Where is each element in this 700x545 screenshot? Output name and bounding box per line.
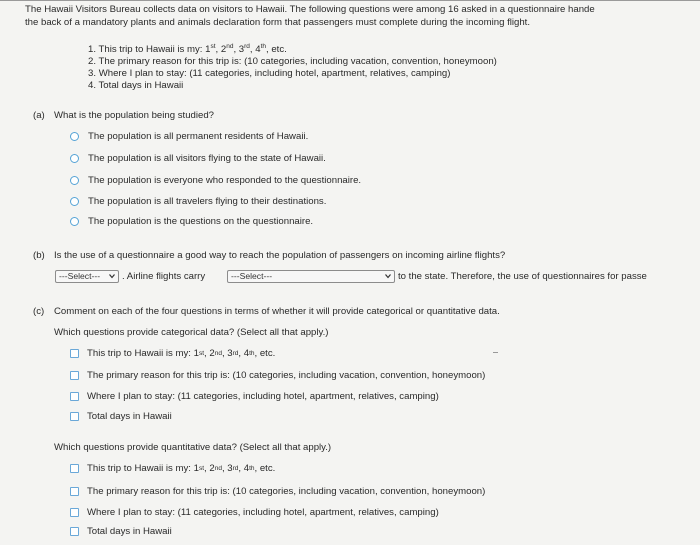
categorical-option-2[interactable]: The primary reason for this trip is: (10 categories, including vacation, convention, honeymoon) bbox=[70, 370, 485, 381]
part-a-option-4[interactable]: The population is all travelers flying to their destinations. bbox=[70, 196, 326, 207]
categorical-prompt: Which questions provide categorical data? (Select all that apply.) bbox=[54, 327, 329, 338]
intro-line-2: the back of a mandatory plants and animals declaration form that passengers must complete during the incoming flight. bbox=[25, 17, 531, 28]
part-b-select-1[interactable]: ---Select--- bbox=[55, 270, 119, 283]
question-list bbox=[88, 44, 497, 92]
categorical-option-1[interactable]: This trip to Hawaii is my: 1 st , 2 nd , 3 rd , 4 th , etc. bbox=[70, 348, 275, 359]
quantitative-option-3[interactable]: Where I plan to stay: (11 categories, including hotel, apartment, relatives, camping) bbox=[70, 507, 439, 518]
checkbox[interactable] bbox=[70, 487, 79, 496]
question-2: 2. The primary reason for this trip is: (10 categories, including vacation, convention, honeymoon) bbox=[88, 56, 497, 67]
question-4: 4. Total days in Hawaii bbox=[88, 80, 184, 91]
checkbox[interactable] bbox=[70, 508, 79, 517]
categorical-option-3[interactable]: Where I plan to stay: (11 categories, including hotel, apartment, relatives, camping) bbox=[70, 391, 439, 402]
checkbox[interactable] bbox=[70, 412, 79, 421]
part-b-mid-text: . Airline flights carry bbox=[122, 271, 206, 282]
part-a-option-2[interactable]: The population is all visitors flying to the state of Hawaii. bbox=[70, 153, 326, 164]
checkbox[interactable] bbox=[70, 392, 79, 401]
cursor-mark bbox=[493, 352, 498, 353]
radio-button[interactable] bbox=[70, 132, 79, 141]
intro-paragraph bbox=[25, 3, 700, 29]
part-a-option-3[interactable]: The population is everyone who responded to the questionnaire. bbox=[70, 175, 361, 186]
quantitative-prompt: Which questions provide quantitative data? (Select all that apply.) bbox=[54, 442, 332, 453]
categorical-option-4[interactable]: Total days in Hawaii bbox=[70, 411, 172, 422]
part-a-prompt: What is the population being studied? bbox=[54, 110, 215, 121]
checkbox[interactable] bbox=[70, 349, 79, 358]
radio-button[interactable] bbox=[70, 154, 79, 163]
quantitative-option-2[interactable]: The primary reason for this trip is: (10 categories, including vacation, convention, honeymoon) bbox=[70, 486, 485, 497]
top-divider bbox=[0, 0, 700, 1]
radio-button[interactable] bbox=[70, 197, 79, 206]
intro-line-1: The Hawaii Visitors Bureau collects data on visitors to Hawaii. The following questions were among 16 asked in a questionnaire hande bbox=[25, 4, 595, 15]
chevron-down-icon bbox=[385, 273, 391, 279]
checkbox[interactable] bbox=[70, 371, 79, 380]
part-a-option-5[interactable]: The population is the questions on the questionnaire. bbox=[70, 216, 313, 227]
part-c-prompt: Comment on each of the four questions in terms of whether it will provide categorical or quantitative data. bbox=[54, 306, 500, 317]
question-3: 3. Where I plan to stay: (11 categories, including hotel, apartment, relatives, camping) bbox=[88, 68, 451, 79]
question-1: 1. This trip to Hawaii is my: 1st, 2nd, 3rd, 4th, etc. bbox=[88, 43, 287, 55]
part-b-prompt: Is the use of a questionnaire a good way to reach the population of passengers on incoming airline flights? bbox=[54, 250, 506, 261]
quantitative-option-4[interactable]: Total days in Hawaii bbox=[70, 526, 172, 537]
radio-button[interactable] bbox=[70, 176, 79, 185]
part-a-option-1[interactable]: The population is all permanent residents of Hawaii. bbox=[70, 131, 308, 142]
checkbox[interactable] bbox=[70, 527, 79, 536]
part-c-label: (c) bbox=[33, 306, 45, 317]
chevron-down-icon bbox=[109, 273, 115, 279]
radio-button[interactable] bbox=[70, 217, 79, 226]
part-b-end-text: to the state. Therefore, the use of questionnaires for passe bbox=[398, 271, 647, 282]
quantitative-option-1[interactable]: This trip to Hawaii is my: 1 st , 2 nd , 3 rd , 4 th , etc. bbox=[70, 463, 275, 474]
part-b-select-2[interactable]: ---Select--- bbox=[227, 270, 395, 283]
part-b-label: (b) bbox=[33, 250, 45, 261]
part-a-label: (a) bbox=[33, 110, 45, 121]
checkbox[interactable] bbox=[70, 464, 79, 473]
